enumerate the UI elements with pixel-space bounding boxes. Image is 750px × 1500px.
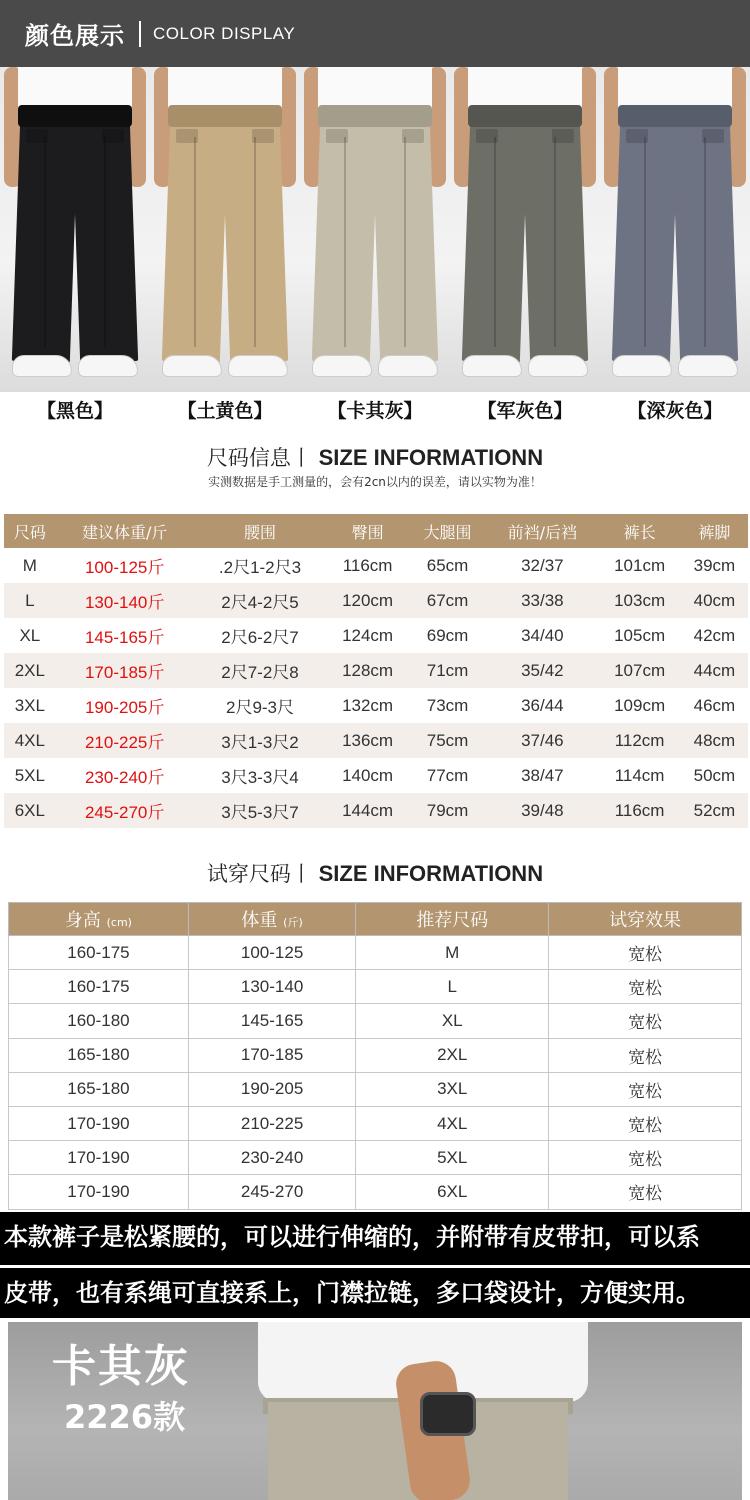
size-info-title-en: SIZE INFORMATIONN: [318, 445, 544, 470]
pants-swatch: [150, 67, 300, 392]
table-row: [4, 688, 748, 723]
table-cell: 2尺9-3尺: [225, 698, 295, 717]
table-cell: 2尺6-2尺7: [221, 628, 299, 647]
table-row: [9, 1038, 742, 1072]
table-cell: 37/46: [486, 723, 598, 758]
table-cell: 42cm: [693, 625, 736, 645]
pants-swatch: [300, 67, 450, 392]
color-label: 【深灰色】: [627, 400, 723, 422]
table-cell: 170-190: [9, 1141, 189, 1175]
table-cell: 6XL: [356, 1175, 549, 1209]
table-cell: 170-185: [188, 1038, 355, 1072]
header-title-en: COLOR DISPLAY: [153, 23, 296, 43]
table-cell: 4XL: [356, 1106, 549, 1140]
table-cell: M: [22, 555, 37, 575]
pants-swatch: [0, 67, 150, 392]
table-cell: 100-125: [188, 936, 355, 970]
size-table-header-cell: 臀围: [326, 514, 408, 548]
color-label: 【土黄色】: [177, 400, 273, 422]
table-cell: 6XL: [4, 793, 56, 828]
table-cell: 32/37: [521, 555, 564, 575]
size-table-header-cell: 裤长: [598, 514, 680, 548]
size-info-title: [0, 442, 750, 472]
table-cell: 40cm: [681, 583, 748, 618]
table-row: [4, 653, 748, 688]
table-row: [9, 1175, 742, 1209]
table-cell: 230-240斤: [84, 768, 165, 787]
feature-text-line2: 皮带，也有系绳可直接系上，门襟拉链，多口袋设计，方便实用。: [0, 1265, 750, 1318]
table-cell: 2尺4-2尺5: [194, 583, 327, 618]
table-row: [4, 723, 748, 758]
fit-table-header: [9, 903, 742, 936]
fit-table-header-cell: [549, 903, 742, 936]
table-cell: 5XL: [356, 1141, 549, 1175]
table-cell: 114cm: [614, 765, 665, 785]
table-cell: 3尺3-3尺4: [221, 768, 299, 787]
table-cell: XL: [356, 1004, 549, 1038]
color-photo-strip: [0, 67, 750, 392]
table-cell: 124cm: [342, 625, 394, 645]
table-cell: .2尺1-2尺3: [218, 558, 302, 577]
table-row: [9, 1106, 742, 1140]
color-label: 【军灰色】: [477, 400, 573, 422]
table-cell: L: [356, 970, 549, 1004]
table-cell: 103cm: [598, 583, 680, 618]
table-cell: 130-140: [188, 970, 355, 1004]
table-cell: 39/48: [486, 793, 598, 828]
table-cell: 145-165斤: [84, 628, 165, 647]
fit-table-header-cell: [9, 903, 189, 936]
table-cell: 130-140斤: [56, 583, 194, 618]
table-row: [9, 1004, 742, 1038]
color-label: 【卡其灰】: [327, 400, 423, 422]
feature-text-line1: 本款裤子是松紧腰的，可以进行伸缩的，并附带有皮带扣，可以系: [4, 1223, 700, 1251]
header-divider: [139, 21, 141, 47]
table-cell: 2尺7-2尺8: [194, 653, 327, 688]
table-cell: 165-180: [9, 1038, 189, 1072]
table-cell: 36/44: [521, 695, 564, 715]
table-cell: 52cm: [681, 793, 748, 828]
table-cell: 宽松: [549, 1004, 742, 1038]
table-cell: 120cm: [326, 583, 408, 618]
table-cell: 170-190: [9, 1175, 189, 1209]
table-cell: 79cm: [409, 793, 487, 828]
table-cell: 33/38: [486, 583, 598, 618]
size-table-header-cell: 尺码: [4, 514, 56, 548]
table-cell: 宽松: [549, 1072, 742, 1106]
table-cell: 65cm: [426, 555, 469, 575]
pants-swatch: [450, 67, 600, 392]
table-cell: 210-225斤: [56, 723, 194, 758]
header-title-zh: 颜色展示: [25, 22, 125, 50]
fit-table: [8, 902, 742, 1210]
fit-info-title-zh: 试穿尺码丨: [206, 862, 312, 886]
table-cell: 5XL: [14, 765, 45, 785]
color-label: 【黑色】: [36, 400, 113, 422]
table-cell: 3尺5-3尺7: [194, 793, 327, 828]
table-cell: 160-175: [9, 970, 189, 1004]
promo-model-number: 2226款: [64, 1398, 186, 1436]
table-cell: 34/40: [521, 625, 564, 645]
size-table-header-cell: 大腿围: [409, 514, 487, 548]
watch-icon: [420, 1392, 476, 1436]
header-unit: (cm): [106, 916, 132, 929]
header-main: 试穿效果: [609, 910, 682, 931]
size-table-header: [4, 514, 748, 548]
table-cell: 210-225: [188, 1106, 355, 1140]
size-table-header-cell: 腰围: [194, 514, 327, 548]
table-cell: 116cm: [342, 555, 393, 575]
table-cell: 160-175: [9, 936, 189, 970]
table-row: [4, 548, 748, 583]
table-cell: 73cm: [426, 695, 469, 715]
table-cell: 136cm: [326, 723, 408, 758]
table-row: [4, 793, 748, 828]
table-cell: 48cm: [681, 723, 748, 758]
table-cell: 144cm: [326, 793, 408, 828]
table-cell: 39cm: [693, 555, 736, 575]
table-cell: 116cm: [598, 793, 680, 828]
table-cell: 3XL: [14, 695, 45, 715]
table-cell: 宽松: [549, 1038, 742, 1072]
table-cell: 77cm: [426, 765, 469, 785]
table-cell: 38/47: [521, 765, 564, 785]
table-cell: 230-240: [188, 1141, 355, 1175]
table-cell: 宽松: [549, 1141, 742, 1175]
table-cell: 100-125斤: [84, 558, 165, 577]
table-cell: 宽松: [549, 936, 742, 970]
table-row: [4, 758, 748, 793]
table-cell: 宽松: [549, 1106, 742, 1140]
color-display-header: [0, 0, 750, 67]
table-cell: 75cm: [409, 723, 487, 758]
model-photo: [8, 1322, 742, 1500]
table-cell: 190-205: [188, 1072, 355, 1106]
header-unit: (斤): [283, 916, 303, 929]
table-cell: 67cm: [409, 583, 487, 618]
table-cell: 69cm: [426, 625, 469, 645]
table-cell: L: [4, 583, 56, 618]
table-cell: 107cm: [598, 653, 680, 688]
table-cell: M: [356, 936, 549, 970]
table-cell: 132cm: [342, 695, 394, 715]
table-cell: XL: [19, 625, 41, 645]
table-row: [4, 583, 748, 618]
size-table-header-cell: 前裆/后裆: [486, 514, 598, 548]
table-cell: 2XL: [356, 1038, 549, 1072]
table-cell: 245-270斤: [56, 793, 194, 828]
size-table-header-cell: 建议体重/斤: [56, 514, 194, 548]
table-cell: 101cm: [614, 555, 666, 575]
header-main: 推荐尺码: [416, 910, 489, 931]
header-main: 体重: [241, 910, 278, 931]
table-cell: 4XL: [4, 723, 56, 758]
promo-color-name: 卡其灰: [52, 1341, 190, 1392]
table-cell: 宽松: [549, 970, 742, 1004]
table-cell: 46cm: [693, 695, 736, 715]
measurement-note: 实测数据是手工测量的，会有2cn以内的误差，请以实物为准！: [208, 475, 542, 489]
table-row: [9, 1141, 742, 1175]
table-cell: 宽松: [549, 1175, 742, 1209]
table-cell: 160-180: [9, 1004, 189, 1038]
table-cell: 109cm: [614, 695, 666, 715]
size-table-header-cell: 裤脚: [681, 514, 748, 548]
table-cell: 128cm: [326, 653, 408, 688]
table-cell: 71cm: [409, 653, 487, 688]
table-cell: 105cm: [614, 625, 666, 645]
fit-info-title-en: SIZE INFORMATIONN: [318, 861, 544, 886]
table-row: [9, 936, 742, 970]
table-cell: 3XL: [356, 1072, 549, 1106]
table-cell: 44cm: [681, 653, 748, 688]
table-cell: 145-165: [188, 1004, 355, 1038]
table-cell: 2XL: [4, 653, 56, 688]
table-cell: 140cm: [342, 765, 394, 785]
table-row: [4, 618, 748, 653]
table-row: [9, 970, 742, 1004]
table-cell: 170-185斤: [56, 653, 194, 688]
table-cell: 165-180: [9, 1072, 189, 1106]
table-cell: 50cm: [693, 765, 736, 785]
feature-banner: [0, 1212, 750, 1318]
size-table: [4, 514, 748, 828]
color-labels: [0, 396, 750, 430]
table-row: [9, 1072, 742, 1106]
fit-info-title: [0, 858, 750, 888]
size-info-title-zh: 尺码信息丨: [206, 446, 312, 470]
table-cell: 170-190: [9, 1106, 189, 1140]
fit-table-header-cell: [356, 903, 549, 936]
table-cell: 35/42: [486, 653, 598, 688]
table-cell: 245-270: [188, 1175, 355, 1209]
fit-table-header-cell: [188, 903, 355, 936]
table-cell: 112cm: [598, 723, 680, 758]
header-main: 身高: [64, 910, 101, 931]
pants-swatch: [600, 67, 750, 392]
table-cell: 190-205斤: [84, 698, 165, 717]
table-cell: 3尺1-3尺2: [194, 723, 327, 758]
